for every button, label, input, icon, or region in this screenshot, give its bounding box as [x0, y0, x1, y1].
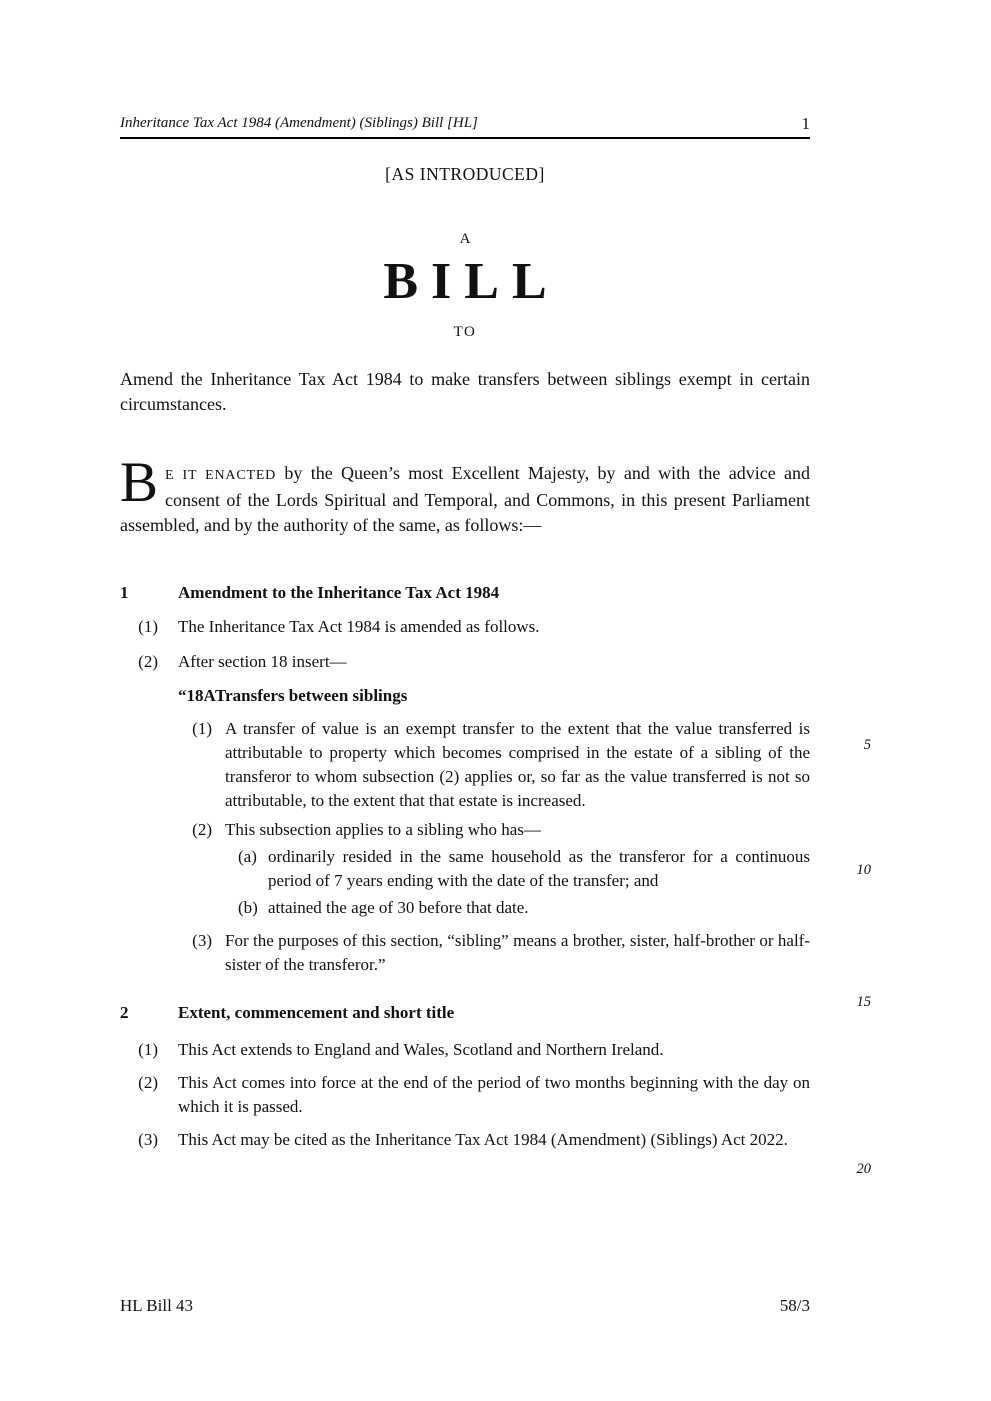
inserted-subsection — [178, 818, 810, 920]
inserted-section-heading — [178, 684, 810, 708]
bill-title: BILL — [383, 253, 560, 310]
enacting-dropcap: B — [120, 451, 159, 514]
section-number: 1 — [120, 583, 129, 602]
bill-to: TO — [453, 324, 477, 340]
paragraph-letter: (b) — [238, 898, 258, 917]
as-introduced-marker: [AS INTRODUCED] — [385, 164, 545, 184]
section-1-heading — [120, 581, 810, 605]
subsection — [120, 1128, 810, 1152]
subsection — [120, 1071, 810, 1119]
inserted-section-number: “18A — [178, 686, 216, 705]
subsection — [120, 650, 810, 674]
subsection-number: (1) — [138, 1040, 158, 1059]
inserted-section-title: Transfers between siblings — [215, 686, 408, 705]
inserted-subsection-text: For the purposes of this section, “sibling” means a brother, sister, half-brother or half-sister of the transferor.” — [225, 931, 810, 974]
paragraph-text: ordinarily resided in the same household as the transferor for a continuous period of 7 years ending with the date of the transfer; and — [268, 847, 810, 890]
subsection-text: The Inheritance Tax Act 1984 is amended as follows. — [178, 617, 540, 636]
paragraph — [225, 896, 810, 920]
running-title: Inheritance Tax Act 1984 (Amendment) (Siblings) Bill [HL] — [120, 115, 478, 131]
subsection-number: (2) — [138, 1073, 158, 1092]
subsection-text: This Act extends to England and Wales, Scotland and Northern Ireland. — [178, 1040, 664, 1059]
inserted-subsection — [178, 717, 810, 813]
page-number: 1 — [801, 114, 810, 133]
bill-reference: HL Bill 43 — [120, 1296, 194, 1315]
subsection-number: (3) — [138, 1130, 158, 1149]
running-header — [120, 114, 810, 139]
subsection-text: This Act comes into force at the end of the period of two months beginning with the day on which it is passed. — [178, 1073, 810, 1116]
enacting-text: by the Queen’s most Excellent Majesty, by and with the advice and consent of the Lords Spiritual and Temporal, and Commons, in this present Parliament assembled, and by the authority of the same, as follows:— — [120, 463, 810, 535]
subsection-number: (2) — [138, 652, 158, 671]
inserted-section-18a — [178, 684, 810, 977]
inserted-subsection-body — [225, 818, 810, 920]
page-content — [120, 0, 810, 1152]
subsection-text: After section 18 insert— — [178, 652, 347, 671]
paragraph-text: attained the age of 30 before that date. — [268, 898, 529, 917]
inserted-subsection-text: This subsection applies to a sibling who has— — [225, 820, 541, 839]
inserted-subsection-body — [225, 717, 810, 813]
page-footer — [120, 1296, 810, 1316]
long-title: Amend the Inheritance Tax Act 1984 to make transfers between siblings exempt in certain circumstances. — [120, 369, 810, 414]
section-2-heading — [120, 1001, 810, 1025]
inserted-subsection-number: (2) — [192, 820, 212, 839]
inserted-subsection-number: (3) — [192, 931, 212, 950]
subsection — [120, 1038, 810, 1062]
margin-line-number-15: 15 — [856, 994, 871, 1010]
bill-article-a: A — [459, 231, 471, 247]
paragraph — [225, 845, 810, 893]
provisions — [120, 581, 810, 1152]
subsection-number: (1) — [138, 617, 158, 636]
inserted-subsection-body — [225, 929, 810, 977]
subsection-text: This Act may be cited as the Inheritance Tax Act 1984 (Amendment) (Siblings) Act 2022. — [178, 1130, 788, 1149]
subsection — [120, 615, 810, 639]
paragraph-letter: (a) — [238, 847, 257, 866]
inserted-subsection-number: (1) — [192, 719, 212, 738]
inserted-subsection — [178, 929, 810, 977]
enacting-clause — [120, 451, 810, 538]
margin-line-number-5: 5 — [863, 737, 871, 753]
inserted-subsection-text: A transfer of value is an exempt transfer to the extent that the value transferred is attributable to property which becomes comprised in the estate of a sibling of the transferor to whom subsection (2) applies or, so far as the value transferred is not so attributable, to the extent that that estate is increased. — [225, 719, 810, 810]
enacting-smallcaps: E IT ENACTED — [165, 468, 277, 483]
margin-line-number-20: 20 — [856, 1161, 871, 1177]
section-number: 2 — [120, 1003, 129, 1022]
section-title: Extent, commencement and short title — [178, 1003, 455, 1022]
section-title: Amendment to the Inheritance Tax Act 1984 — [178, 583, 500, 602]
margin-line-number-10: 10 — [856, 862, 871, 878]
session-reference: 58/3 — [779, 1296, 810, 1315]
